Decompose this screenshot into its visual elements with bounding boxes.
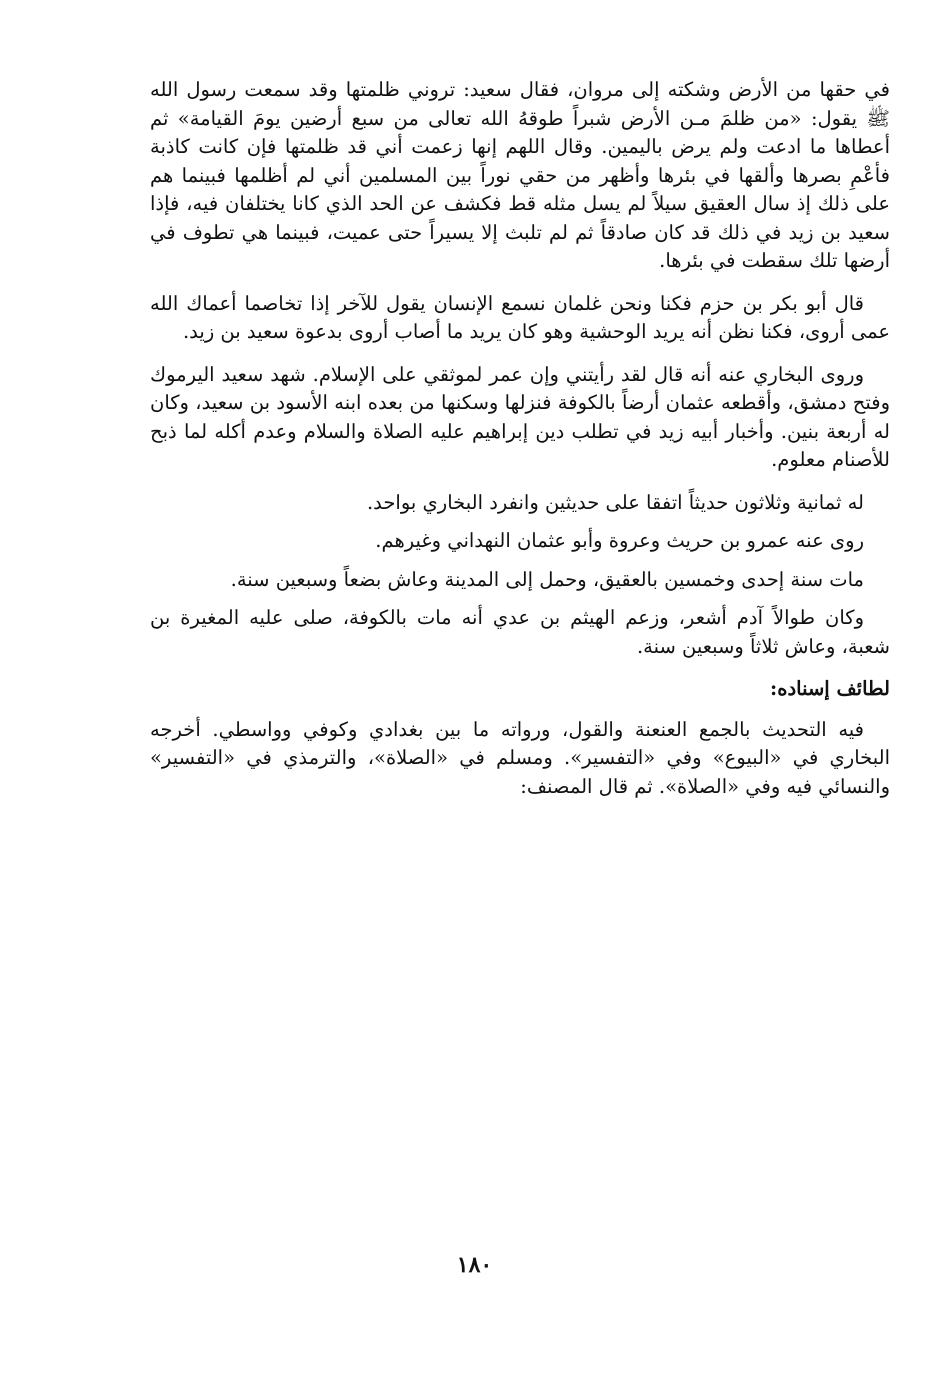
paragraph-narrators: روى عنه عمرو بن حريث وعروة وأبو عثمان النهداني وغيرهم. <box>375 529 864 552</box>
paragraph-isnad: فيه التحديث بالجمع العنعنة والقول، ورواته ما بين بغدادي وكوفي وواسطي. أخرجه البخاري في «البيوع» وفي «التفسير». ومسلم في «الصلاة»، والترمذي في «التفسير» والنسائي فيه وفي «الصلاة». ثم قال المصنف: <box>150 717 890 798</box>
paragraph-saeed-story: في حقها من الأرض وشكته إلى مروان، فقال سعيد: تروني ظلمتها وقد سمعت رسول الله ﷺ يقول: «من ظلمَ مـن الأرض شبراً طوقهُ الله تعالى من سبع أرضين يومَ القيامة» ثم أعطاها ما ادعت ولم يرض باليمين. وقال اللهم إنها زعمت أني قد ظلمتها فإن كانت كاذبة فأعْمِ بصرها وألقها في بئرها وأظهر من حقي نوراً بين المسلمين أني لم أظلمها فبينما هم على ذلك إذ سال العقيق سيلاً لم يسل مثله قط فكشف عن الحد الذي كانا يختلفان فيه، فإذا سعيد بن زيد في ذلك قد كان صادقاً ثم لم تلبث إلا يسيراً حتى عميت، فبينما هي تطوف في أرضها تلك سقطت في بئرها. <box>150 78 890 272</box>
paragraph-description: وكان طوالاً آدم أشعر، وزعم الهيثم بن عدي أنه مات بالكوفة، صلى عليه المغيرة بن شعبة، وعاش ثلاثاً وسبعين سنة. <box>150 606 890 658</box>
body-text <box>150 76 890 801</box>
paragraph-death: مات سنة إحدى وخمسين بالعقيق، وحمل إلى المدينة وعاش بضعاً وسبعين سنة. <box>230 567 864 591</box>
section-heading: لطائف إسناده: <box>770 677 890 700</box>
page-number: ١٨٠ <box>456 1252 493 1278</box>
paragraph-abu-bakr: قال أبو بكر بن حزم فكنا ونحن غلمان نسمع الإنسان يقول للآخر إذا تخاصما أعماك الله عمى أروى، فكنا نظن أنه يريد الوحشية وهو كان يريد ما أصاب أروى بدعوة سعيد بن زيد. <box>150 291 890 343</box>
paragraph-bukhari-narration: وروى البخاري عنه أنه قال لقد رأيتني وإن عمر لموثقي على الإسلام. شهد سعيد اليرموك وفتح دمشق، وأقطعه عثمان أرضاً بالكوفة فنزلها وسكنها من بعده ابنه الأسود بن سعيد، وكان له أربعة بنين. وأخبار أبيه زيد في تطلب دين إبراهيم عليه الصلاة والسلام وعدم أكله لما ذبح للأصنام معلوم. <box>150 362 890 471</box>
paragraph-hadith-count: له ثمانية وثلاثون حديثاً اتفقا على حديثين وانفرد البخاري بواحد. <box>366 490 864 514</box>
